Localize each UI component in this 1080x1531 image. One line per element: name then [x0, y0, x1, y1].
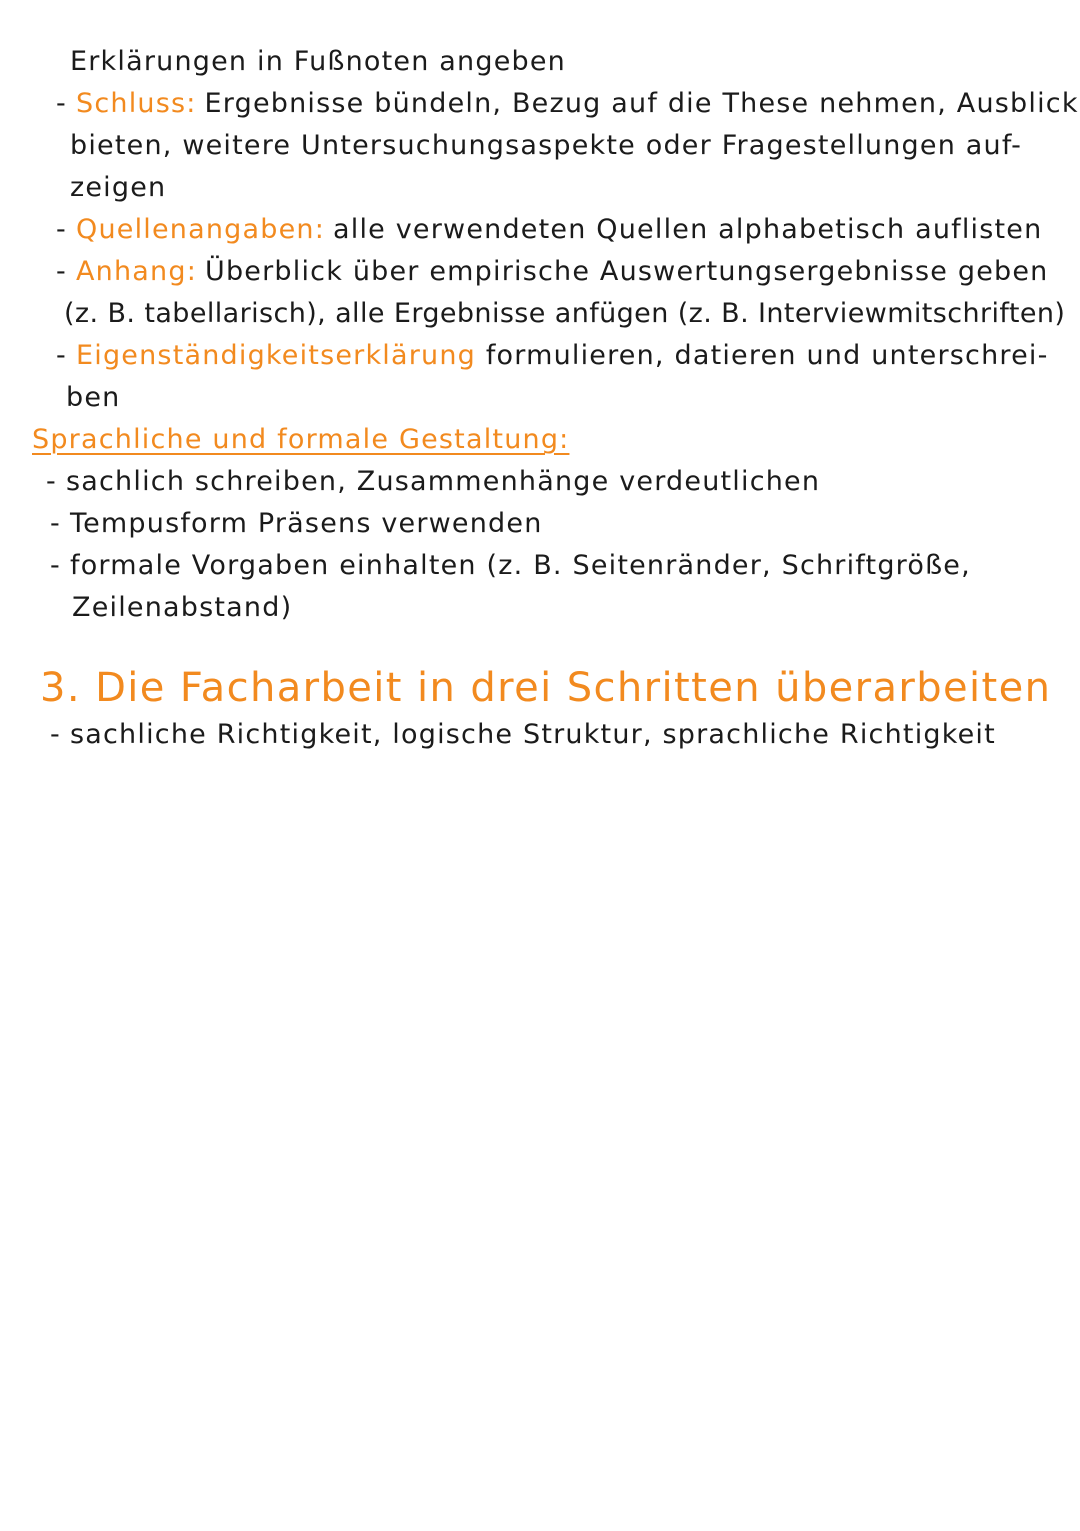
quellen-label: Quellenangaben	[76, 214, 315, 245]
list-item-text: sachlich schreiben, Zusammenhänge verdeutlichen	[66, 466, 821, 497]
bullet-dash: -	[56, 88, 67, 119]
anhang-text: Überblick über empirische Auswertungsergebnisse geben	[205, 256, 1049, 287]
list-item-sprachlich-3-cont	[72, 591, 292, 625]
anhang-cont1: (z. B. tabellarisch), alle Ergebnisse anfügen (z. B. Interviewmitschriften)	[64, 298, 1066, 329]
label-colon: :	[186, 88, 197, 119]
bullet-anhang	[56, 255, 1048, 289]
bullet-dash: -	[56, 340, 67, 371]
text-line-footnotes	[70, 45, 566, 79]
subheading-sprachlich-text: Sprachliche und formale Gestaltung:	[32, 424, 570, 455]
list-item-text-cont: Zeilenabstand)	[72, 592, 293, 623]
bullet-dash: -	[50, 508, 61, 539]
anhang-label: Anhang	[76, 256, 187, 287]
bullet-schluss	[56, 87, 1079, 121]
text-line-schluss-cont1	[70, 129, 1022, 163]
label-colon: :	[186, 256, 197, 287]
bullet-dash: -	[56, 214, 67, 245]
eigen-label: Eigenständigkeitserklärung	[76, 340, 477, 371]
bullet-dash: -	[50, 550, 61, 581]
list-item-section3	[50, 718, 996, 752]
schluss-cont2: zeigen	[70, 172, 167, 203]
eigen-text: formulieren, datieren und unterschrei-	[485, 340, 1049, 371]
subheading-sprachlich	[32, 423, 569, 457]
bullet-dash: -	[50, 719, 61, 750]
section-heading-3	[40, 664, 1051, 712]
section-heading-3-text: 3. Die Facharbeit in drei Schritten überarbeiten	[40, 665, 1052, 711]
list-item-sprachlich-2	[50, 507, 543, 541]
text-line-anhang-cont1	[64, 297, 1065, 331]
text-footnotes: Erklärungen in Fußnoten angeben	[70, 46, 566, 77]
text-line-schluss-cont2	[70, 171, 166, 205]
label-colon: :	[314, 214, 326, 245]
list-item-text: formale Vorgaben einhalten (z. B. Seitenränder, Schriftgröße,	[70, 550, 971, 581]
text-line-eigen-cont1	[66, 381, 120, 415]
bullet-dash: -	[56, 256, 67, 287]
eigen-cont1: ben	[66, 382, 121, 413]
bullet-quellen	[56, 213, 1042, 247]
list-item-sprachlich-3	[50, 549, 971, 583]
schluss-text: Ergebnisse bündeln, Bezug auf die These nehmen, Ausblick	[204, 88, 1079, 119]
list-item-sprachlich-1	[46, 465, 820, 499]
bullet-eigen	[56, 339, 1049, 373]
schluss-cont1: bieten, weitere Untersuchungsaspekte oder Fragestellungen auf-	[70, 130, 1023, 161]
list-item-text: Tempusform Präsens verwenden	[70, 508, 543, 539]
schluss-label: Schluss	[76, 88, 187, 119]
bullet-dash: -	[46, 466, 57, 497]
quellen-text: alle verwendeten Quellen alphabetisch auflisten	[333, 214, 1043, 245]
list-item-text: sachliche Richtigkeit, logische Struktur, sprachliche Richtigkeit	[70, 719, 996, 750]
